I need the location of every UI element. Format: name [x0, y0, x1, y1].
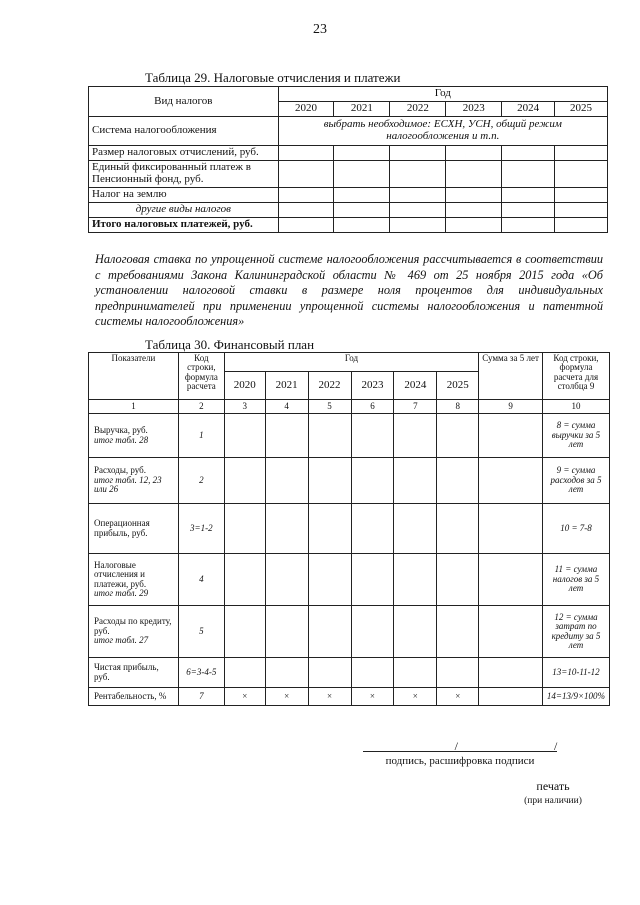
t30-colnum: 5 — [308, 400, 351, 414]
t30-row-code: 7 — [178, 688, 224, 706]
tax-rate-paragraph: Налоговая ставка по упрощенной системе налогообложения рассчитывается в соответствии с требованиями Закона Калининградской области № 469 от 25 ноября 2015 года «Об установлении налоговой ставки в размере ноля процентов для индивидуальных предпринимателей при применении упрощенной системы налогообложения и патентной системы налогообложения» — [95, 252, 603, 328]
stamp-block — [508, 779, 598, 806]
t29-year: 2024 — [502, 102, 555, 117]
t29-system-note: выбрать необходимое: ЕСХН, УСН, общий режим налогообложения и т.п. — [278, 117, 607, 146]
t30-year: 2025 — [437, 372, 479, 400]
page-number: 23 — [313, 22, 327, 37]
t30-row-formula: 8 = сумма выручки за 5 лет — [542, 414, 609, 458]
t30-year: 2021 — [265, 372, 308, 400]
signature-line — [355, 737, 565, 751]
table30-caption: Таблица 30. Финансовый план — [145, 337, 315, 352]
t30-row-label: Чистая прибыль, руб. — [89, 658, 179, 688]
t29-row-label: Размер налоговых отчислений, руб. — [89, 146, 279, 161]
table29-caption: Таблица 29. Налоговые отчисления и платежи — [145, 70, 401, 85]
t30-row-label: Выручка, руб. итог табл. 28 — [89, 414, 179, 458]
t29-year: 2025 — [555, 102, 608, 117]
table-row — [89, 504, 610, 554]
t30-head-sum: Сумма за 5 лет — [479, 353, 543, 400]
t30-row-code: 3=1-2 — [178, 504, 224, 554]
t30-row-label: Расходы по кредиту, руб. итог табл. 27 — [89, 606, 179, 658]
stamp-label: печать — [536, 779, 570, 793]
t30-row-code: 4 — [178, 554, 224, 606]
t29-total-label: Итого налоговых платежей, руб. — [89, 218, 279, 233]
t30-row-label: Рентабельность, % — [89, 688, 179, 706]
financial-plan-table — [88, 352, 610, 706]
table-row — [89, 414, 610, 458]
t30-head-code: Код строки, формула расчета — [178, 353, 224, 400]
t30-row-formula: 14=13/9×100% — [542, 688, 609, 706]
t29-year: 2021 — [334, 102, 390, 117]
signature-slash: / — [454, 739, 458, 753]
t30-colnum: 7 — [394, 400, 437, 414]
cross-mark: × — [265, 688, 308, 706]
stamp-note: (при наличии) — [524, 796, 582, 806]
t30-row-label: Налоговые отчисления и платежи, руб. итог табл. 29 — [89, 554, 179, 606]
t30-colnum: 1 — [89, 400, 179, 414]
t30-row-formula: 13=10-11-12 — [542, 658, 609, 688]
t29-year: 2022 — [390, 102, 446, 117]
t30-row-formula: 12 = сумма затрат по кредиту за 5 лет — [542, 606, 609, 658]
t29-head-type: Вид налогов — [89, 87, 279, 117]
table-row — [89, 688, 610, 706]
table-row — [89, 658, 610, 688]
t29-year: 2023 — [446, 102, 502, 117]
table-row — [89, 458, 610, 504]
cross-mark: × — [394, 688, 437, 706]
t30-year: 2023 — [351, 372, 394, 400]
cross-mark: × — [308, 688, 351, 706]
cross-mark: × — [437, 688, 479, 706]
t30-colnum: 2 — [178, 400, 224, 414]
table-row — [89, 554, 610, 606]
signature-label: подпись, расшифровка подписи — [385, 755, 535, 767]
t30-row-code: 1 — [178, 414, 224, 458]
t30-row-formula: 9 = сумма расходов за 5 лет — [542, 458, 609, 504]
t29-system-label: Система налогообложения — [89, 117, 279, 146]
t29-head-year: Год — [278, 87, 607, 102]
t29-row-label: другие виды налогов — [89, 203, 279, 218]
table-row — [89, 606, 610, 658]
cross-mark: × — [351, 688, 394, 706]
t30-row-formula: 10 = 7-8 — [542, 504, 609, 554]
t30-colnum: 4 — [265, 400, 308, 414]
t30-row-formula: 11 = сумма налогов за 5 лет — [542, 554, 609, 606]
t29-row-label: Единый фиксированный платеж в Пенсионный фонд, руб. — [89, 161, 279, 188]
signature-block — [355, 737, 565, 767]
t30-row-code: 6=3-4-5 — [178, 658, 224, 688]
t29-year: 2020 — [278, 102, 334, 117]
t30-head-code9: Код строки, формула расчета для столбца 9 — [542, 353, 609, 400]
t30-row-label: Расходы, руб. итог табл. 12, 23 или 26 — [89, 458, 179, 504]
t30-colnum: 9 — [479, 400, 543, 414]
t29-row-label: Налог на землю — [89, 188, 279, 203]
t30-row-label: Операционная прибыль, руб. — [89, 504, 179, 554]
t30-colnum: 10 — [542, 400, 609, 414]
t30-year: 2024 — [394, 372, 437, 400]
signature-slash: / — [554, 739, 558, 753]
t30-row-code: 5 — [178, 606, 224, 658]
t30-head-indicators: Показатели — [89, 353, 179, 400]
t30-head-year: Год — [224, 353, 478, 372]
t30-row-code: 2 — [178, 458, 224, 504]
t30-year: 2022 — [308, 372, 351, 400]
tax-table — [88, 86, 608, 233]
cross-mark: × — [224, 688, 265, 706]
t30-colnum: 3 — [224, 400, 265, 414]
t30-colnum: 8 — [437, 400, 479, 414]
t30-year: 2020 — [224, 372, 265, 400]
t30-colnum: 6 — [351, 400, 394, 414]
